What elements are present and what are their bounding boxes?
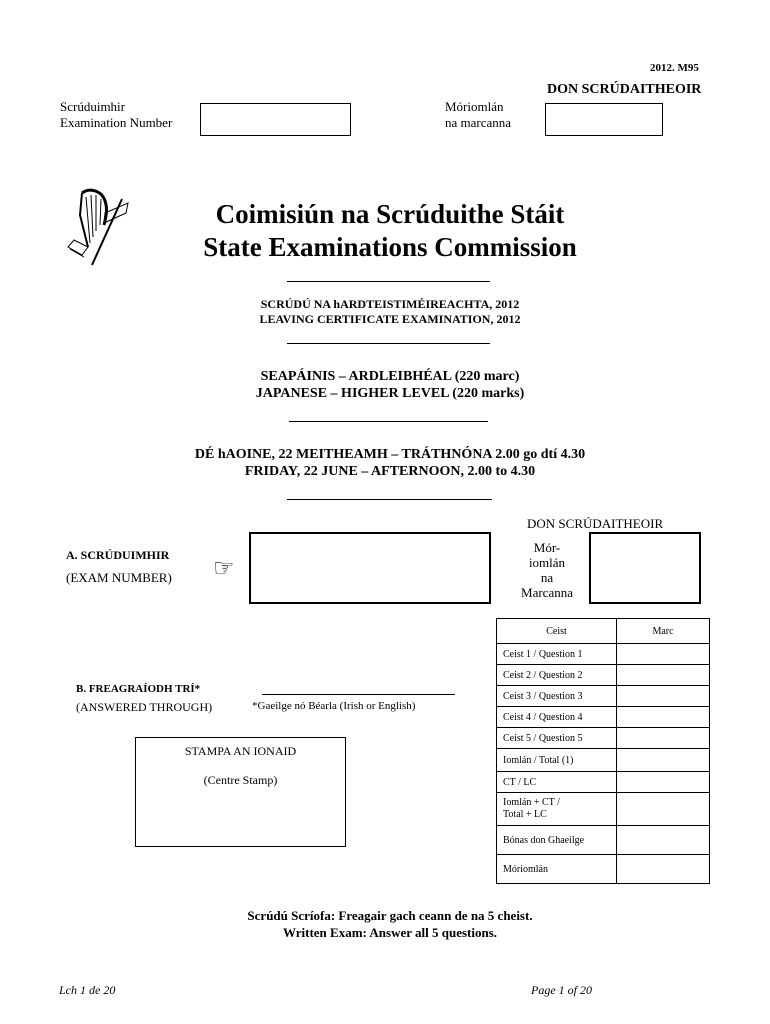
grand-total-label-line: Mór- bbox=[533, 540, 561, 555]
question-label: Ceist 3 / Question 3 bbox=[497, 686, 617, 707]
exam-date bbox=[80, 446, 700, 480]
total-marks-label bbox=[445, 99, 511, 131]
exam-date-en: FRIDAY, 22 JUNE – AFTERNOON, 2.00 to 4.30 bbox=[244, 464, 536, 479]
exam-number-label-en: Examination Number bbox=[60, 115, 173, 130]
table-header-row bbox=[497, 619, 710, 644]
commission-title-en: State Examinations Commission bbox=[203, 232, 577, 262]
divider bbox=[287, 343, 490, 344]
table-row bbox=[497, 728, 710, 749]
section-a-sub: (EXAM NUMBER) bbox=[66, 570, 172, 585]
instructions-en: Written Exam: Answer all 5 questions. bbox=[282, 925, 498, 940]
ct-lc-cell[interactable] bbox=[617, 772, 710, 793]
exam-name bbox=[120, 297, 660, 327]
question-label: Ceist 1 / Question 1 bbox=[497, 644, 617, 665]
exam-number-label-ga: Scrúduimhir bbox=[60, 99, 125, 114]
examiner-label: DON SCRÚDAITHEOIR bbox=[547, 82, 702, 97]
exam-name-ga: SCRÚDÚ NA hARDTEISTIMÉIREACHTA, 2012 bbox=[260, 297, 520, 311]
grand-total-box[interactable] bbox=[589, 532, 701, 604]
grand-total-label bbox=[507, 540, 587, 600]
question-label: Ceist 5 / Question 5 bbox=[497, 728, 617, 749]
answer-language-line[interactable] bbox=[262, 694, 455, 695]
subject-en: JAPANESE – HIGHER LEVEL (220 marks) bbox=[255, 386, 525, 401]
total-marks-field[interactable] bbox=[545, 103, 663, 136]
divider bbox=[287, 499, 492, 500]
mark-cell[interactable] bbox=[617, 644, 710, 665]
total-plus-lc-label bbox=[497, 793, 617, 826]
total-marks-label-1: Móriomlán bbox=[445, 99, 504, 114]
paper-code: 2012. M95 bbox=[650, 62, 699, 74]
table-row bbox=[497, 707, 710, 728]
footer-right: Page 1 of 20 bbox=[531, 983, 592, 997]
table-row bbox=[497, 826, 710, 855]
marks-table bbox=[496, 618, 710, 884]
section-a-label: A. SCRÚDUIMHIR bbox=[66, 548, 170, 562]
divider bbox=[287, 281, 490, 282]
section-b-sub: (ANSWERED THROUGH) bbox=[76, 700, 213, 714]
exam-name-en: LEAVING CERTIFICATE EXAMINATION, 2012 bbox=[259, 312, 521, 326]
question-label: Ceist 2 / Question 2 bbox=[497, 665, 617, 686]
question-label: Ceist 4 / Question 4 bbox=[497, 707, 617, 728]
footer-left: Lch 1 de 20 bbox=[59, 983, 116, 997]
exam-number-field[interactable] bbox=[200, 103, 351, 136]
mark-cell[interactable] bbox=[617, 686, 710, 707]
grand-total-label-line: na bbox=[540, 570, 554, 585]
table-row bbox=[497, 855, 710, 884]
ct-lc-label: CT / LC bbox=[497, 772, 617, 793]
exam-number-box[interactable] bbox=[249, 532, 491, 604]
centre-stamp-sub: (Centre Stamp) bbox=[203, 773, 278, 787]
mark-cell[interactable] bbox=[617, 707, 710, 728]
commission-title-ga: Coimisiún na Scrúduithe Stáit bbox=[215, 199, 565, 229]
grand-total-label-line: iomlán bbox=[528, 555, 566, 570]
total-plus-lc-line-1: Iomlán + CT / bbox=[503, 797, 560, 808]
exam-number-label bbox=[60, 99, 172, 131]
grand-total-cell[interactable] bbox=[617, 855, 710, 884]
mark-column-header: Marc bbox=[617, 619, 710, 644]
divider bbox=[289, 421, 488, 422]
table-row bbox=[497, 686, 710, 707]
centre-stamp-title: STAMPA AN IONAID bbox=[184, 744, 297, 758]
instructions-ga: Scrúdú Scríofa: Freagair gach ceann de na 5 cheist. bbox=[247, 908, 533, 923]
table-row bbox=[497, 793, 710, 826]
total-plus-lc-cell[interactable] bbox=[617, 793, 710, 826]
section-b-label: B. FREAGRAÍODH TRÍ* bbox=[76, 683, 201, 695]
table-row bbox=[497, 749, 710, 772]
subject bbox=[120, 368, 660, 402]
total-label: Iomlán / Total (1) bbox=[497, 749, 617, 772]
total-plus-lc-line-2: Total + LC bbox=[503, 809, 547, 820]
table-row bbox=[497, 772, 710, 793]
subject-ga: SEAPÁINIS – ARDLEIBHÉAL (220 marc) bbox=[260, 369, 520, 384]
total-cell[interactable] bbox=[617, 749, 710, 772]
total-marks-label-2: na marcanna bbox=[445, 115, 512, 130]
instructions bbox=[80, 907, 700, 941]
exam-date-ga: DÉ hAOINE, 22 MEITHEAMH – TRÁTHNÓNA 2.00 go dtí 4.30 bbox=[194, 447, 586, 462]
irish-bonus-label: Bónas don Ghaeilge bbox=[497, 826, 617, 855]
commission-title bbox=[120, 198, 660, 264]
irish-bonus-cell[interactable] bbox=[617, 826, 710, 855]
mark-cell[interactable] bbox=[617, 728, 710, 749]
examiner-label-2: DON SCRÚDAITHEOIR bbox=[527, 516, 664, 531]
grand-total-label-line: Marcanna bbox=[521, 585, 573, 600]
question-column-header: Ceist bbox=[497, 619, 617, 644]
mark-cell[interactable] bbox=[617, 665, 710, 686]
table-row bbox=[497, 644, 710, 665]
pointing-hand-icon: ☞ bbox=[213, 554, 235, 582]
centre-stamp-box bbox=[135, 737, 346, 847]
language-note: *Gaeilge nó Béarla (Irish or English) bbox=[252, 700, 416, 712]
table-row bbox=[497, 665, 710, 686]
grand-total-row-label: Móriomlán bbox=[497, 855, 617, 884]
